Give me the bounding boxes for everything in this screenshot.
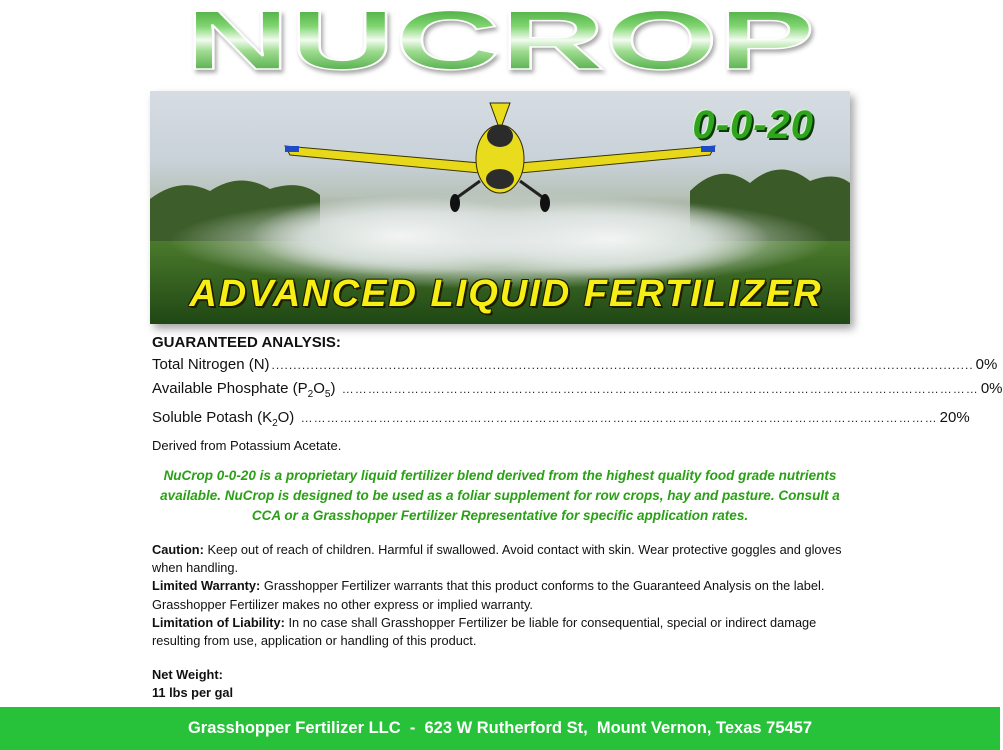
analysis-row-potash [152,406,970,435]
liability-label: Limitation of Liability: [152,614,285,630]
warranty-text: Grasshopper Fertilizer warrants that this product conforms to the Guaranteed Analysis on the label. Grasshopper Fertilizer makes no other express or implied warranty. [152,578,825,612]
analysis-value: 20% [939,409,970,426]
product-description: NuCrop 0-0-20 is a proprietary liquid fertilizer blend derived from the highest quality food grade nutrients available. NuCrop is designed to be used as a foliar supplement for row crops, hay and pasture. Consult a CCA or a Grasshopper Fertilizer Representative for specific application rates. [160,468,840,523]
net-weight [152,666,233,702]
product-tagline: ADVANCED LIQUID FERTILIZER [189,273,823,315]
dot-leader: .................................................................................................................................................................. [271,358,974,372]
analysis-label: Available Phosphate $(P_2O_5)$ [152,380,336,400]
caution-label: Caution: [152,542,204,557]
derived-from-note: Derived from Potassium Acetate. [152,438,342,453]
fine-print [152,541,862,650]
analysis-label: Soluble Potash $(K_2O)$ [152,409,295,429]
caution-text: Keep out of reach of children. Harmful if swallowed. Avoid contact with skin. Wear protective goggles and gloves when handling. [152,542,842,576]
dot-leader: ………………………………………………………………………………………………………………………………… [337,382,979,396]
analysis-row-nitrogen [152,353,998,377]
hero-banner [150,91,850,324]
analysis-label: Total Nitrogen (N) [152,356,270,373]
product-grade: 0-0-20 [692,103,814,147]
analysis-value: 0% [980,380,1003,397]
net-weight-value: 11 lbs per gal [152,685,234,700]
dot-leader: ………………………………………………………………………………………………………………………………… [296,411,938,425]
brand-name: NUCROP [185,0,815,87]
warranty-label: Limited Warranty: [152,578,261,594]
analysis-value: 0% [975,356,998,373]
guaranteed-analysis [152,333,1003,455]
analysis-row-phosphate [152,377,1003,406]
analysis-heading: GUARANTEED ANALYSIS: [152,334,341,351]
liability-paragraph [152,614,862,650]
caution-paragraph [152,541,862,577]
company-address-footer: Grasshopper Fertilizer LLC - 623 W Rutherford St, Mount Vernon, Texas 75457 [0,707,1000,750]
net-weight-label: Net Weight: [152,667,223,682]
warranty-paragraph [152,577,862,613]
liability-text: In no case shall Grasshopper Fertilizer be liable for consequential, special or indirect damage resulting from use, application or handling of this product. [152,614,817,649]
brand-logo [0,0,1000,87]
brand-header [0,0,1000,87]
